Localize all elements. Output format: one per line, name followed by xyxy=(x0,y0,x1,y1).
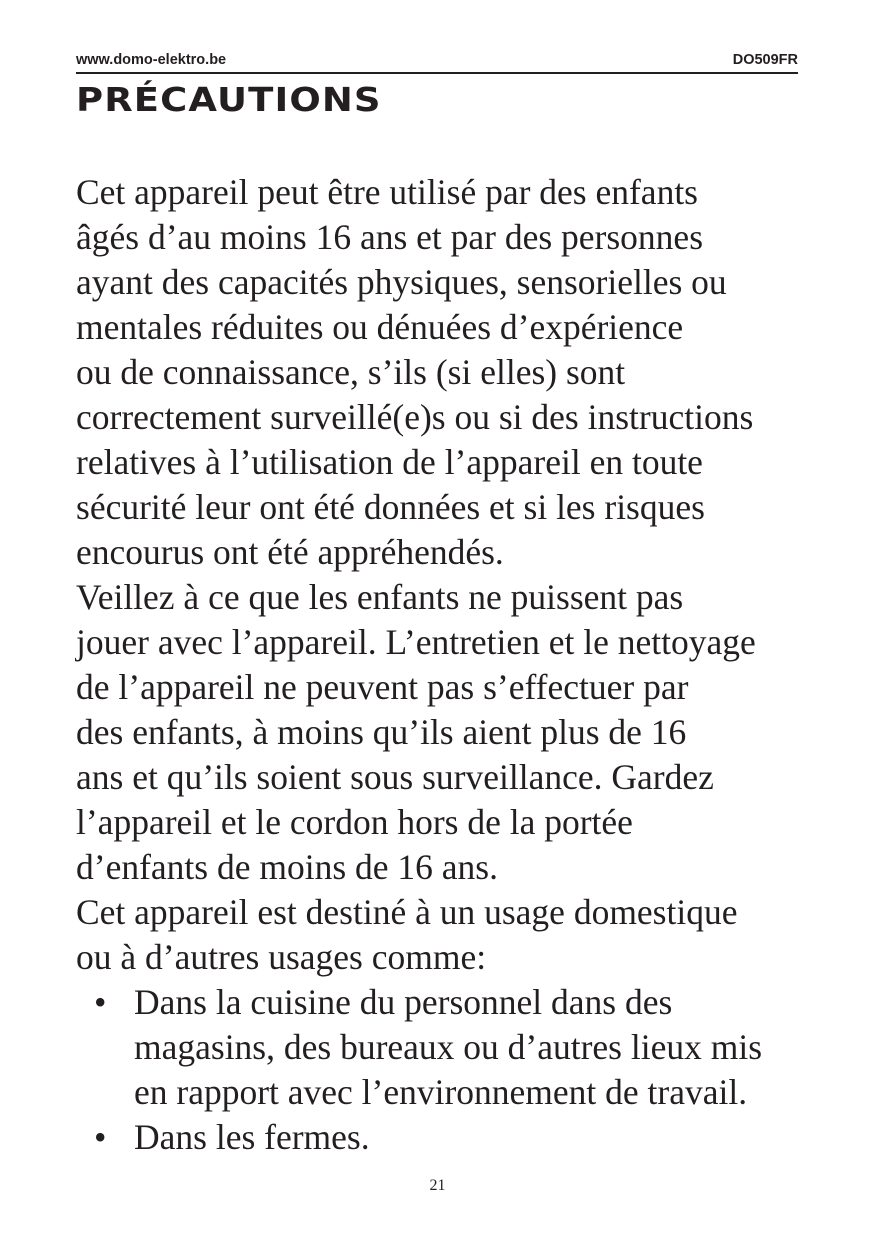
text-line: l’appareil et le cordon hors de la portée xyxy=(76,802,633,842)
text-line: ou de connaissance, s’ils (si elles) sont xyxy=(76,352,626,392)
text-line: Dans les fermes. xyxy=(134,1117,370,1157)
text-line: Dans la cuisine du personnel dans des xyxy=(134,982,673,1022)
text-line: encourus ont été appréhendés. xyxy=(76,532,504,572)
page-header xyxy=(76,52,798,72)
text-line: de l’appareil ne peuvent pas s’effectuer par xyxy=(76,667,689,707)
text-line: des enfants, à moins qu’ils aient plus de 16 xyxy=(76,712,687,752)
text-line: Cet appareil peut être utilisé par des enfants xyxy=(76,172,698,212)
usage-bullet-list xyxy=(76,980,816,1160)
text-line: jouer avec l’appareil. L’entretien et le nettoyage xyxy=(76,622,756,662)
text-line: Veillez à ce que les enfants ne puissent pas xyxy=(76,577,684,617)
bullet-icon: • xyxy=(94,1117,107,1157)
paragraph-supervision xyxy=(76,170,816,575)
list-item xyxy=(76,980,816,1115)
text-line: correctement surveillé(e)s ou si des instructions xyxy=(76,397,754,437)
text-line: âgés d’au moins 16 ans et par des personnes xyxy=(76,217,704,257)
text-line: mentales réduites ou dénuées d’expérience xyxy=(76,307,684,347)
bullet-icon: • xyxy=(94,982,107,1022)
text-line: ou à d’autres usages comme: xyxy=(76,937,487,977)
text-line: ans et qu’ils soient sous surveillance. Gardez xyxy=(76,757,714,797)
section-title: PRÉCAUTIONS xyxy=(76,80,382,119)
text-line: magasins, des bureaux ou d’autres lieux mis xyxy=(134,1027,763,1067)
page-number: 21 xyxy=(429,1177,446,1194)
header-website: www.domo-elektro.be xyxy=(76,52,227,68)
text-line: ayant des capacités physiques, sensorielles ou xyxy=(76,262,727,302)
text-line: sécurité leur ont été données et si les risques xyxy=(76,487,705,527)
text-line: relatives à l’utilisation de l’appareil en toute xyxy=(76,442,703,482)
paragraph-children xyxy=(76,575,816,890)
list-item xyxy=(76,1115,816,1160)
text-line: d’enfants de moins de 16 ans. xyxy=(76,847,498,887)
header-divider xyxy=(76,72,798,74)
text-line: Cet appareil est destiné à un usage domestique xyxy=(76,892,738,932)
text-line: en rapport avec l’environnement de travail. xyxy=(134,1072,748,1112)
header-model: DO509FR xyxy=(732,52,798,68)
body-text xyxy=(76,170,816,1160)
paragraph-usage xyxy=(76,890,816,980)
